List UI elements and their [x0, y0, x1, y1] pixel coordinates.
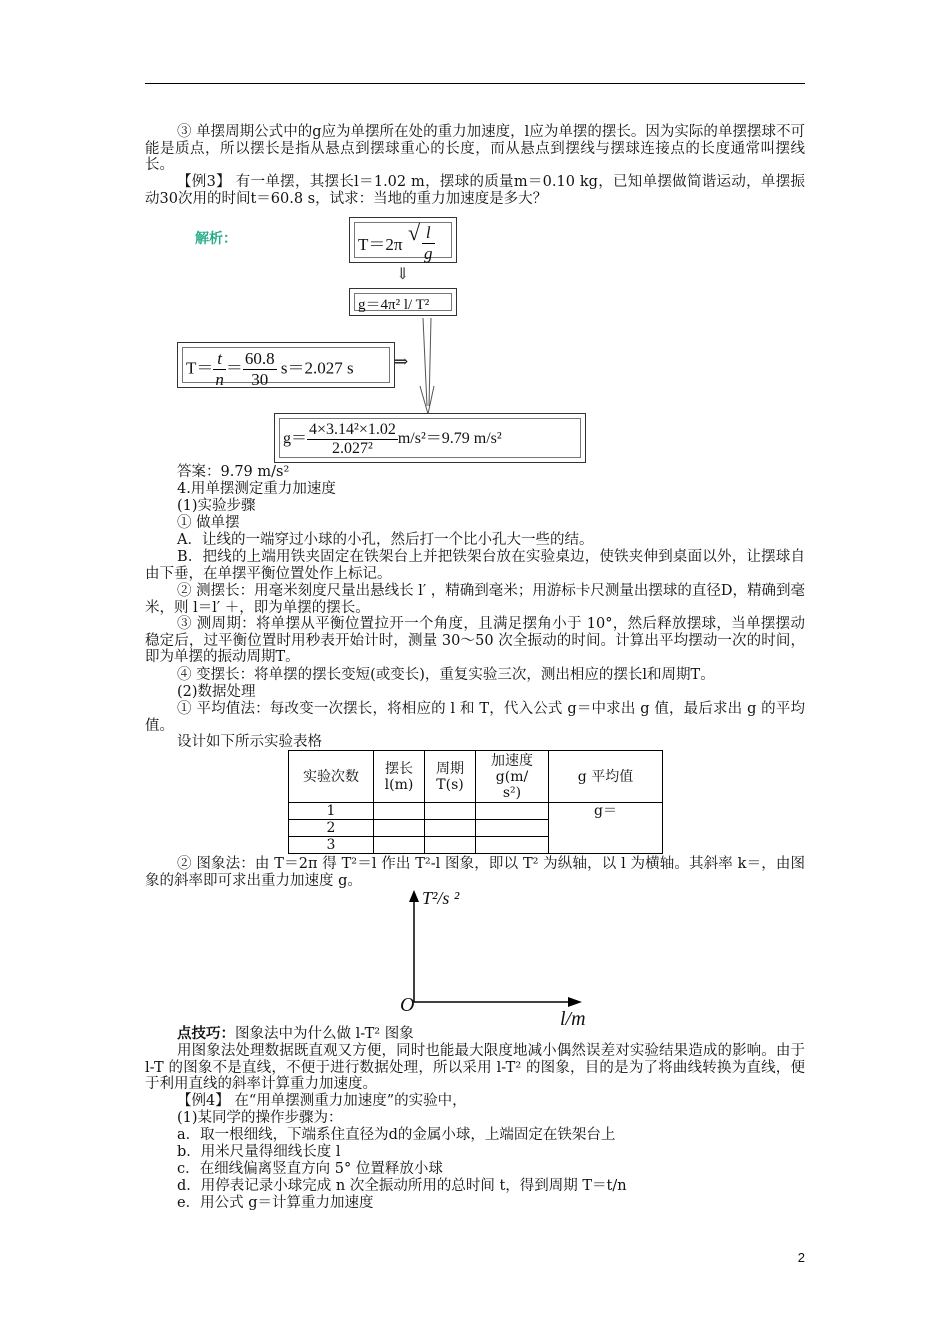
- data-table: [288, 750, 663, 854]
- table-intro: 设计如下所示实验表格: [177, 734, 322, 750]
- origin-label: O: [400, 994, 415, 1016]
- jiexi-label: 解析：: [195, 231, 237, 247]
- tip-heading: 点技巧：图象法中为什么做 l-T² 图象: [177, 1026, 414, 1042]
- formula-box-period: [349, 217, 457, 263]
- section-4-1-heading: (1)实验步骤: [177, 498, 256, 514]
- step-b: B．把线的上端用铁夹固定在铁架台上并把铁架台放在实验桌边，使铁夹伸到桌面以外，让摆球自由下垂，在单摆平衡位置处作上标记。: [145, 549, 805, 582]
- th-accel: 加速度 g(m/ s²): [476, 751, 549, 803]
- header-rule: [145, 83, 805, 84]
- down-arrow-1: ⇓: [396, 266, 410, 283]
- example-4-b: b．用米尺量得细线长度 l: [177, 1144, 341, 1160]
- long-down-arrow: [412, 316, 442, 416]
- step-3: ③ 测周期：将单摆从平衡位置拉开一个角度，且满足摆角小于 10°，然后释放摆球，当单摆摆动稳定后，过平衡位置时用秒表开始计时，测量 30～50 次全振动的时间。计算出平均摆动一次的时间，即为单摆的振动周期T。: [145, 616, 805, 665]
- right-arrow: ⇒: [394, 352, 409, 371]
- formula-period-frac: $\frac{l}{g}$: [424, 223, 433, 263]
- table-row-2: 2: [289, 820, 374, 837]
- x-axis-label: l/m: [560, 1008, 586, 1030]
- step-4: ④ 变摆长：将单摆的摆长变短(或变长)，重复实验三次，测出相应的摆长l和周期T。: [177, 667, 715, 683]
- formula-g: g＝4π² l/ T²: [358, 297, 430, 313]
- formula-box-g: [349, 288, 457, 316]
- y-axis-label: T²/s ²: [422, 888, 460, 908]
- example-4-c: c．在细线偏离竖直方向 5° 位置释放小球: [177, 1161, 443, 1177]
- table-row-1: 1: [289, 803, 374, 820]
- example-4: 【例4】 在“用单摆测重力加速度”的实验中，: [177, 1093, 467, 1109]
- section-4-2-heading: (2)数据处理: [177, 684, 256, 700]
- example-4-a: a．取一根细线，下端系住直径为d的金属小球，上端固定在铁架台上: [177, 1127, 616, 1143]
- table-row-3: 3: [289, 837, 374, 854]
- step-2: ② 测摆长：用毫米刻度尺量出悬线长 l′ ，精确到毫米；用游标卡尺测量出摆球的直径D，精确到毫米，则 l＝l′ ＋，即为单摆的摆长。: [145, 583, 805, 616]
- th-trial: 实验次数: [289, 751, 374, 803]
- formula-box-T-value: [177, 342, 395, 388]
- formula-g-value: g＝ $\frac{\text{4×3.14²×1.02}}{\text{2.027²}}$ m/s²＝9.79 m/s²: [283, 421, 502, 457]
- example-4-d: d．用停表记录小球完成 n 次全振动所用的总时间 t，得到周期 T＝t/n: [177, 1178, 627, 1194]
- answer-text: 答案：9.79 m/s²: [177, 464, 290, 480]
- th-length: 摆长 l(m): [374, 751, 425, 803]
- page-number: 2: [797, 1250, 805, 1265]
- formula-box-g-value: [274, 413, 586, 463]
- example-4-e: e．用公式 g＝计算重力加速度: [177, 1195, 374, 1211]
- tip-body: 用图象法处理数据既直观又方便，同时也能最大限度地减小偶然误差对实验结果造成的影响。由于 l-T 的图象不是直线，不便于进行数据处理，所以采用 l-T² 的图象，目的是为了将曲线转换为直线，便于利用直线的斜率计算重力加速度。: [145, 1043, 805, 1092]
- step-1: ① 做单摆: [177, 515, 240, 531]
- paragraph-g-l-meaning: ③ 单摆周期公式中的g应为单摆所在处的重力加速度，l应为单摆的摆长。因为实际的单摆摆球不可能是质点，所以摆长是指从悬点到摆球重心的长度，而从悬点到摆线与摆球连接点的长度通常叫摆线长。: [145, 124, 805, 173]
- average-method: ① 平均值法：每改变一次摆长，将相应的 l 和 T，代入公式 g＝中求出 g 值，最后求出 g 的平均值。: [145, 701, 805, 734]
- sqrt-sign: √: [408, 220, 421, 245]
- step-a: A．让线的一端穿过小球的小孔，然后打一个比小孔大一些的结。: [177, 532, 594, 548]
- g-avg-cell: g＝: [549, 803, 663, 854]
- th-period: 周期 T(s): [425, 751, 476, 803]
- formula-T-value: T＝ $\frac{t}{n}$ ＝ $\frac{60.8}{30}$ s＝2.027 s: [186, 349, 354, 389]
- th-g-avg: g 平均值: [549, 751, 663, 803]
- graph-method: ② 图象法：由 T＝2π 得 T²＝l 作出 T²-l 图象，即以 T² 为纵轴，以 l 为横轴。其斜率 k＝，由图象的斜率即可求出重力加速度 g。: [145, 856, 805, 889]
- example-4-1: (1)某同学的操作步骤为：: [177, 1110, 343, 1126]
- example-3: 【例3】 有一单摆，其摆长l＝1.02 m，摆球的质量m＝0.10 kg，已知单摆做简谐运动，单摆振动30次用的时间t＝60.8 s，试求：当地的重力加速度是多大？: [145, 174, 805, 207]
- section-4-title: 4.用单摆测定重力加速度: [177, 481, 336, 497]
- formula-period-left: T＝2π: [358, 235, 403, 254]
